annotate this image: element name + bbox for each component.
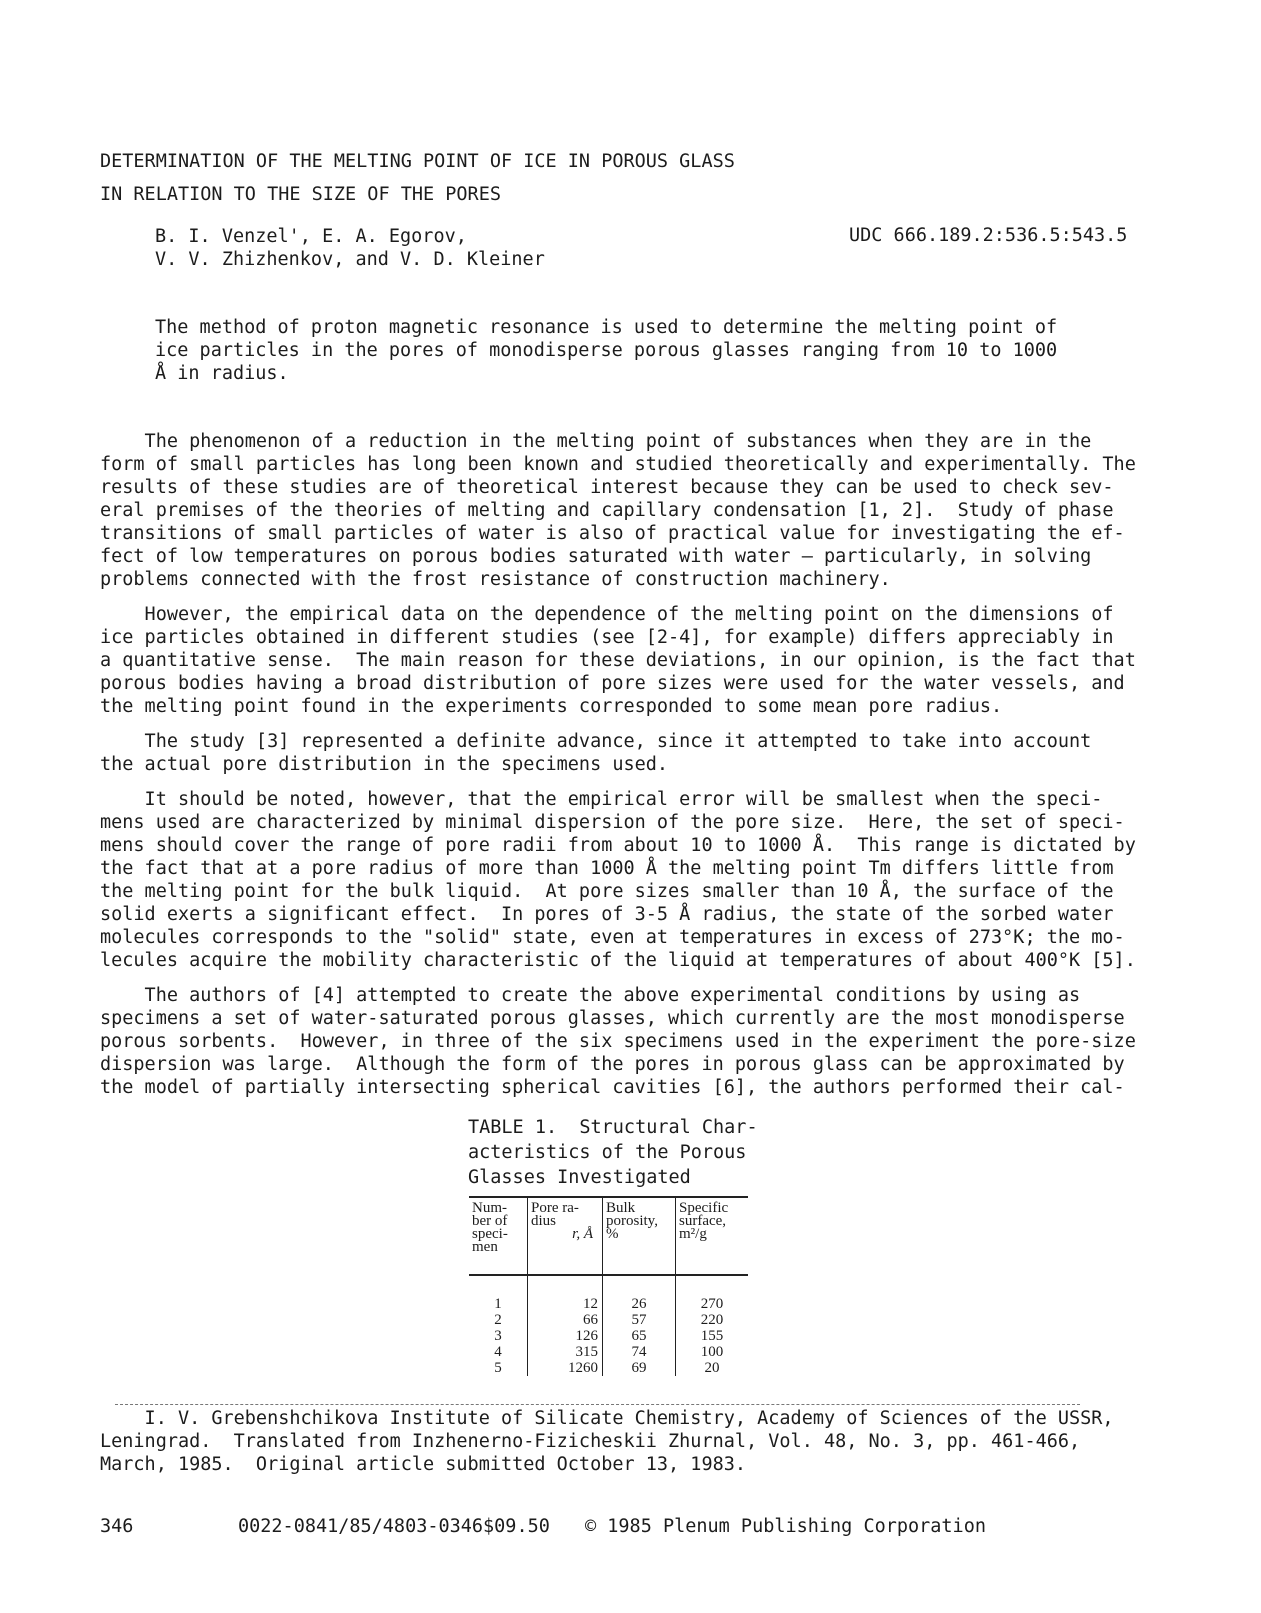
table-row: 4 315 74 100 [469,1344,748,1360]
body-line: transitions of small particles of water is also of practical value for investigating the ef- [100,523,1125,544]
body-line: lecules acquire the mobility characteristic of the liquid at temperatures of about 400°K [5]. [100,950,1136,971]
body-line: form of small particles has long been known and studied theoretically and experimentally. The [100,454,1136,475]
page-number: 346 [100,1516,134,1537]
body-line: the model of partially intersecting spherical cavities [6], the authors performed their cal- [100,1077,1125,1098]
body-line: dispersion was large. Although the form of the pores in porous glass can be approximated by [100,1054,1125,1075]
title-line-1: DETERMINATION OF THE MELTING POINT OF ICE IN POROUS GLASS [100,151,735,172]
body-line: the actual pore distribution in the specimens used. [100,754,669,775]
authors-line-2: V. V. Zhizhenkov, and V. D. Kleiner [155,249,545,270]
body-paragraph-1 [100,430,1155,591]
column-header-pore-radius: Pore ra- dius r, Å [528,1197,603,1275]
body-paragraph-2 [100,603,1155,718]
body-line: ice particles obtained in different studies (see [2-4], for example) differs appreciably in [100,627,1114,648]
body-line: specimens a set of water-saturated porous glasses, which currently are the most monodisperse [100,1008,1125,1029]
body-line: eral premises of the theories of melting and capillary condensation [1, 2]. Study of phase [100,500,1114,521]
table-row: 1 12 26 270 [469,1296,748,1312]
body-line: results of these studies are of theoretical interest because they can be used to check sev- [100,477,1114,498]
body-line: The phenomenon of a reduction in the melting point of substances when they are in the [100,431,1092,452]
table-caption-line: acteristics of the Porous [468,1142,747,1163]
article-title [100,145,735,211]
body-line: porous bodies having a broad distribution of pore sizes were used for the water vessels, and [100,673,1125,694]
body-paragraph-3 [100,730,1155,776]
body-line: the melting point found in the experiments corresponded to some mean pore radius. [100,696,1003,717]
footnote-line: Leningrad. Translated from Inzhenerno-Fizicheskii Zhurnal, Vol. 48, No. 3, pp. 461-466, [100,1431,1081,1452]
table-row: 2 66 57 220 [469,1312,748,1328]
authors [155,225,545,271]
body-line: porous sorbents. However, in three of the six specimens used in the experiment the pore-size [100,1031,1136,1052]
document-code: 0022-0841/85/4803-0346$09.50 [238,1516,550,1537]
footnote-line: March, 1985. Original article submitted October 13, 1983. [100,1454,747,1475]
column-header-specific-surface: Specific surface, m²/g [676,1197,749,1275]
footnote [100,1407,1114,1476]
body-line: mens should cover the range of pore radii from about 10 to 1000 Å. This range is dictated by [100,835,1136,856]
body-line: However, the empirical data on the dependence of the melting point on the dimensions of [100,604,1114,625]
udc-code: UDC 666.189.2:536.5:543.5 [849,225,1128,246]
abstract-line: The method of proton magnetic resonance is used to determine the melting point of [155,317,1058,338]
footnote-line: I. V. Grebenshchikova Institute of Silicate Chemistry, Academy of Sciences of the USSR, [100,1408,1114,1429]
body-line: molecules corresponds to the "solid" state, even at temperatures in excess of 273°K; the mo- [100,927,1125,948]
authors-line-1: B. I. Venzel', E. A. Egorov, [155,226,467,247]
body-line: mens used are characterized by minimal dispersion of the pore size. Here, the set of speci- [100,812,1125,833]
article-body [100,430,1155,1111]
structural-characteristics-table [469,1196,748,1376]
table-header-row [469,1197,748,1275]
table-caption-line: TABLE 1. Structural Char- [468,1117,758,1138]
body-paragraph-5 [100,984,1155,1099]
column-header-bulk-porosity: Bulk porosity, % [603,1197,676,1275]
body-line: fect of low temperatures on porous bodies saturated with water — particularly, in solving [100,546,1092,567]
column-header-specimen: Num- ber of speci- men [469,1197,528,1275]
title-line-2: IN RELATION TO THE SIZE OF THE PORES [100,184,501,205]
body-line: the fact that at a pore radius of more than 1000 Å the melting point Tm differs little from [100,858,1114,879]
body-line: the melting point for the bulk liquid. At pore sizes smaller than 10 Å, the surface of the [100,881,1114,902]
body-line: solid exerts a significant effect. In pores of 3-5 Å radius, the state of the sorbed water [100,904,1114,925]
body-line: problems connected with the frost resistance of construction machinery. [100,569,891,590]
copyright-notice: © 1985 Plenum Publishing Corporation [585,1516,986,1537]
footnote-divider [115,1404,1080,1405]
table-caption-line: Glasses Investigated [468,1167,691,1188]
body-line: a quantitative sense. The main reason for these deviations, in our opinion, is the fact that [100,650,1136,671]
abstract-line: Å in radius. [155,363,289,384]
table-row: 5 1260 69 20 [469,1360,748,1376]
body-line: It should be noted, however, that the empirical error will be smallest when the speci- [100,789,1103,810]
abstract-line: ice particles in the pores of monodisperse porous glasses ranging from 10 to 1000 [155,340,1058,361]
table-row: 3 126 65 155 [469,1328,748,1344]
body-line: The authors of [4] attempted to create the above experimental conditions by using as [100,985,1081,1006]
body-paragraph-4 [100,788,1155,972]
abstract [155,316,1085,385]
body-line: The study [3] represented a definite advance, since it attempted to take into account [100,731,1092,752]
table-caption [468,1115,758,1190]
